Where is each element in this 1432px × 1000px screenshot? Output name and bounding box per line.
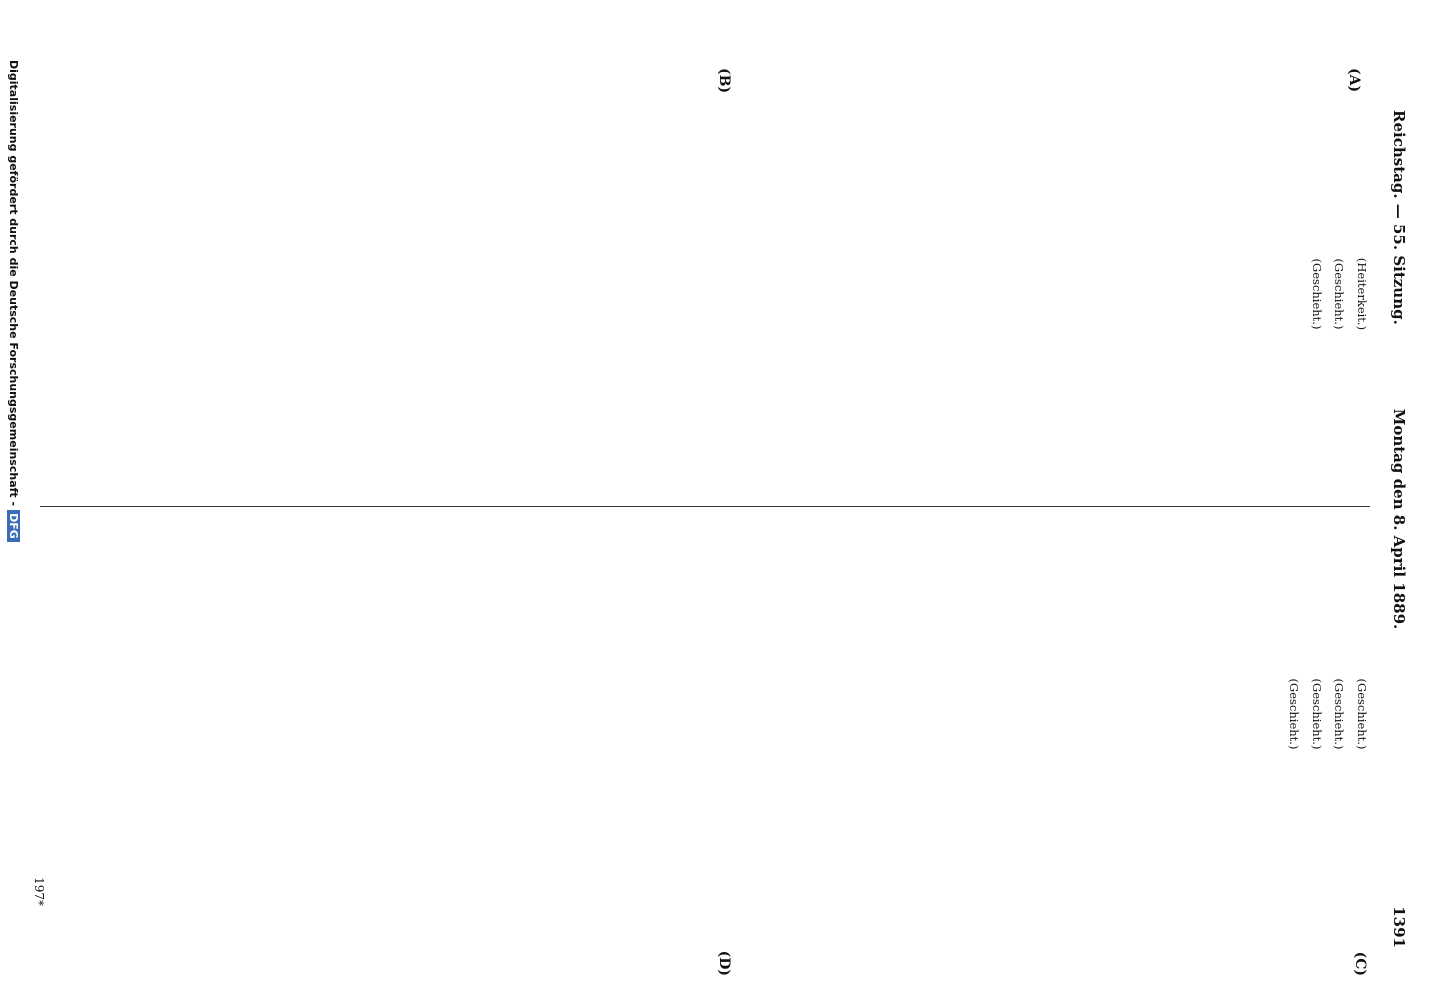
margin-marker-b: (B) (716, 68, 732, 94)
digitization-footer (7, 60, 20, 542)
column-divider (40, 506, 1370, 507)
margin-marker-c: (C) (1352, 951, 1368, 976)
running-head-left: Reichstag. — 55. Sitzung. (1390, 110, 1408, 325)
paragraph: (Geschieht.) (1332, 258, 1347, 330)
page-number: 1391 (1390, 906, 1408, 948)
left-text-column (40, 94, 1370, 494)
paragraph: (Geschieht.) (1355, 678, 1369, 750)
paragraph: (Geschieht.) (1309, 258, 1324, 330)
footer-text: Digitalisierung gefördert durch die Deutsche Forschungsgemeinschaft - (7, 60, 20, 507)
dfg-logo: DFG (7, 510, 20, 542)
paragraph: (Geschieht.) (1286, 678, 1301, 750)
signature-mark: 197* (32, 877, 46, 906)
running-head-date: Montag den 8. April 1889. (1390, 408, 1408, 630)
right-text-column (40, 514, 1370, 914)
paragraph: (Heiterkeit.) (1355, 257, 1369, 331)
paragraph: (Geschieht.) (1309, 678, 1324, 750)
page-header (1386, 90, 1408, 948)
margin-marker-a: (A) (1346, 68, 1362, 93)
paragraph: (Geschieht.) (1332, 678, 1347, 750)
margin-marker-d: (D) (716, 950, 732, 976)
